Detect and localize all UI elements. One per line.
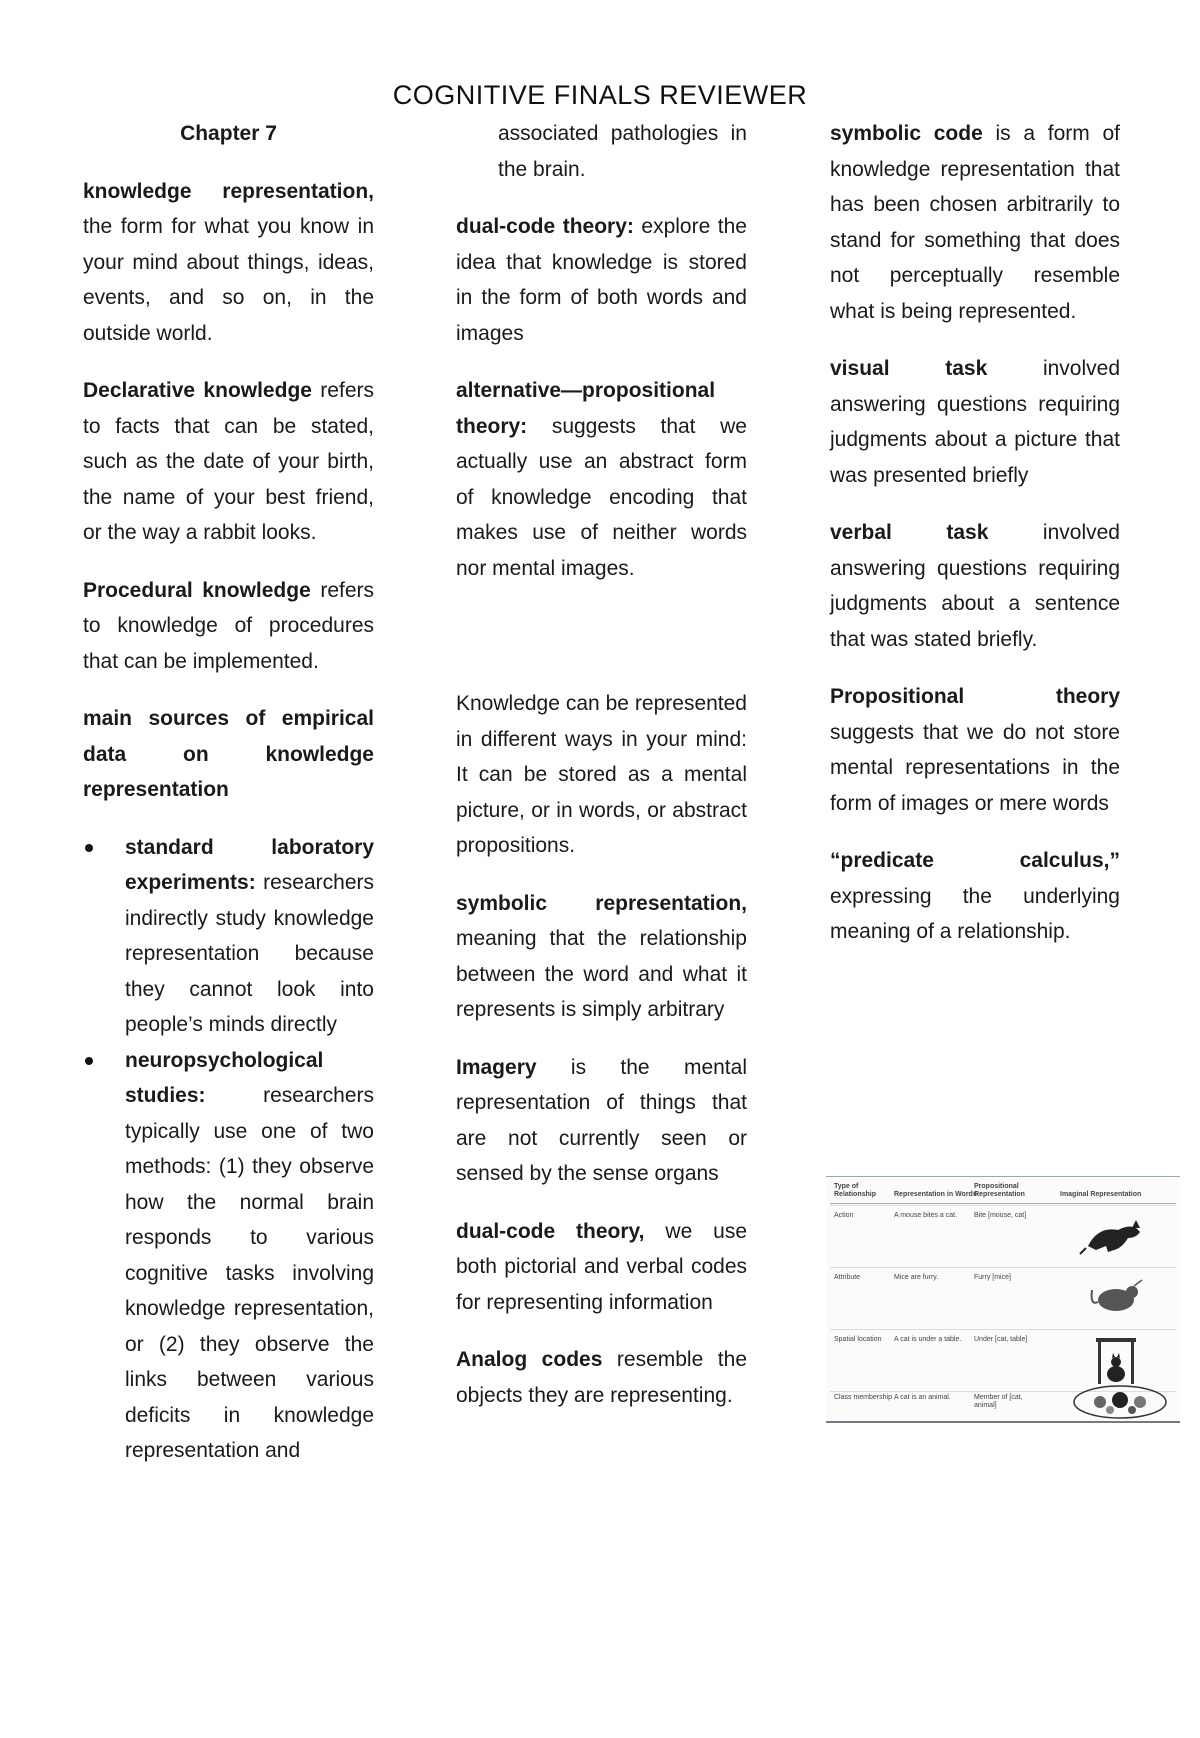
paragraph-predicate-calculus	[830, 843, 1120, 950]
list-item	[83, 830, 374, 1043]
figure-cell: A cat is under a table.	[894, 1336, 962, 1343]
paragraph-dual-code-theory	[456, 209, 747, 351]
figure-cell: Furry [mice]	[974, 1274, 1011, 1281]
definition: the form for what you know in your mind about things, ideas, events, and so on, in the outside world.	[83, 215, 374, 345]
definition: researchers typically use one of two methods: (1) they observe how the normal brain responds to various cognitive tasks involving knowledge representation, or (2) they observe the links between various deficits in knowledge representation and	[125, 1084, 374, 1462]
definition: involved answering questions requiring judgments about a picture that was presented briefly	[830, 357, 1120, 487]
paragraph-propositional-theory	[456, 373, 747, 586]
mouse-cat-illustration	[1078, 1212, 1148, 1256]
paragraph-visual-task	[830, 351, 1120, 493]
figure-header: Imaginal Representation	[1060, 1191, 1142, 1198]
figure-cell: Attribute	[834, 1274, 861, 1281]
definition: researchers indirectly study knowledge representation because they cannot look into people’s minds directly	[125, 871, 374, 1036]
figure-row	[830, 1329, 1176, 1390]
paragraph-verbal-task	[830, 515, 1120, 657]
list-item	[83, 1043, 374, 1469]
paragraph-symbolic-representation	[456, 886, 747, 1028]
figure-header: Type of Relationship	[834, 1183, 877, 1198]
figure-cell: Mice are furry.	[894, 1274, 939, 1281]
term: alternative—propositional theory:	[456, 379, 716, 438]
continued-text: associated pathologies in the brain.	[498, 122, 747, 181]
term: Propositional theory	[830, 685, 1120, 708]
paragraph-knowledge-represented: Knowledge can be represented in different ways in your mind: It can be stored as a mental picture, or in words, or abstract propositions.	[456, 692, 747, 857]
mouse-illustration	[1088, 1276, 1148, 1316]
paragraph-procedural-knowledge	[83, 573, 374, 680]
animal-group-illustration	[1070, 1382, 1170, 1420]
term: knowledge representation,	[83, 179, 374, 203]
cat-under-table-illustration	[1094, 1332, 1138, 1388]
figure-header-row	[830, 1181, 1176, 1204]
definition: refers to knowledge of procedures that can be implemented.	[83, 578, 375, 673]
figure-row	[830, 1205, 1176, 1266]
paragraph-symbolic-code	[830, 116, 1120, 329]
paragraph-analog-codes	[456, 1342, 747, 1413]
term: “predicate calculus,”	[830, 849, 1120, 872]
definition: explore the idea that knowledge is stored in the form of both words and images	[456, 215, 747, 345]
figure-cell: Class membership	[834, 1394, 892, 1401]
paragraph-imagery	[456, 1050, 747, 1192]
figure-header: Propositional Representation	[974, 1183, 1025, 1198]
paragraph-dual-code-theory-2	[456, 1214, 747, 1321]
column-1	[83, 116, 374, 1469]
definition: suggests that we actually use an abstract form of knowledge encoding that makes use of neither words nor mental images.	[456, 414, 747, 580]
term: Imagery	[456, 1055, 537, 1079]
figure-cell: A mouse bites a cat.	[894, 1212, 958, 1219]
term: dual-code theory:	[456, 215, 634, 238]
column-2	[456, 116, 747, 1435]
definition: is the mental representation of things that are not currently seen or sensed by the sense organs	[456, 1055, 747, 1185]
figure-cell: Bite [mouse, cat]	[974, 1212, 1027, 1219]
spacer	[456, 608, 747, 686]
definition: resemble the objects they are representing.	[456, 1348, 747, 1407]
definition: is a form of knowledge representation that has been chosen arbitrarily to stand for something that does not perceptually resemble what is being represented.	[830, 122, 1120, 323]
sources-list	[83, 830, 374, 1469]
definition: meaning that the relationship between the word and what it represents is simply arbitrary	[456, 927, 747, 1021]
column-3	[830, 116, 1120, 972]
definition: expressing the underlying meaning of a relationship.	[830, 884, 1120, 943]
chapter-heading: Chapter 7	[180, 122, 277, 145]
paragraph-knowledge-representation	[83, 174, 374, 352]
definition: suggests that we do not store mental representations in the form of images or mere words	[830, 720, 1120, 815]
term: main sources of empirical data on knowledge representation	[83, 707, 374, 801]
representation-table-figure	[826, 1176, 1180, 1423]
term: standard laboratory experiments:	[125, 835, 374, 894]
figure-header: Representation in Words	[894, 1191, 977, 1198]
term: dual-code theory,	[456, 1219, 645, 1243]
definition: we use both pictorial and verbal codes for representing information	[456, 1219, 748, 1314]
figure-row	[830, 1267, 1176, 1328]
paragraph-empirical-sources	[83, 701, 374, 808]
definition: refers to facts that can be stated, such as the date of your birth, the name of your best friend, or the way a rabbit looks.	[83, 379, 374, 544]
definition: involved answering questions requiring judgments about a sentence that was stated briefly.	[830, 521, 1120, 651]
term: symbolic code	[830, 122, 983, 145]
figure-cell: Action	[834, 1212, 854, 1219]
term: visual task	[830, 357, 988, 380]
term: symbolic representation,	[456, 891, 747, 915]
term: Analog codes	[456, 1348, 603, 1371]
document-title: COGNITIVE FINALS REVIEWER	[392, 80, 808, 110]
term: neuropsychological studies:	[125, 1048, 324, 1107]
term: verbal task	[830, 521, 989, 544]
term: Procedural knowledge	[83, 578, 311, 602]
figure-cell: Spatial location	[834, 1336, 882, 1343]
figure-row	[830, 1391, 1176, 1418]
term: Declarative knowledge	[83, 379, 312, 402]
figure-cell: Member of [cat, animal]	[974, 1394, 1023, 1409]
figure-cell: Under [cat, table]	[974, 1336, 1028, 1343]
paragraph-declarative-knowledge	[83, 373, 374, 551]
paragraph-propositional-theory-2	[830, 679, 1120, 821]
figure-cell: A cat is an animal.	[894, 1394, 951, 1401]
